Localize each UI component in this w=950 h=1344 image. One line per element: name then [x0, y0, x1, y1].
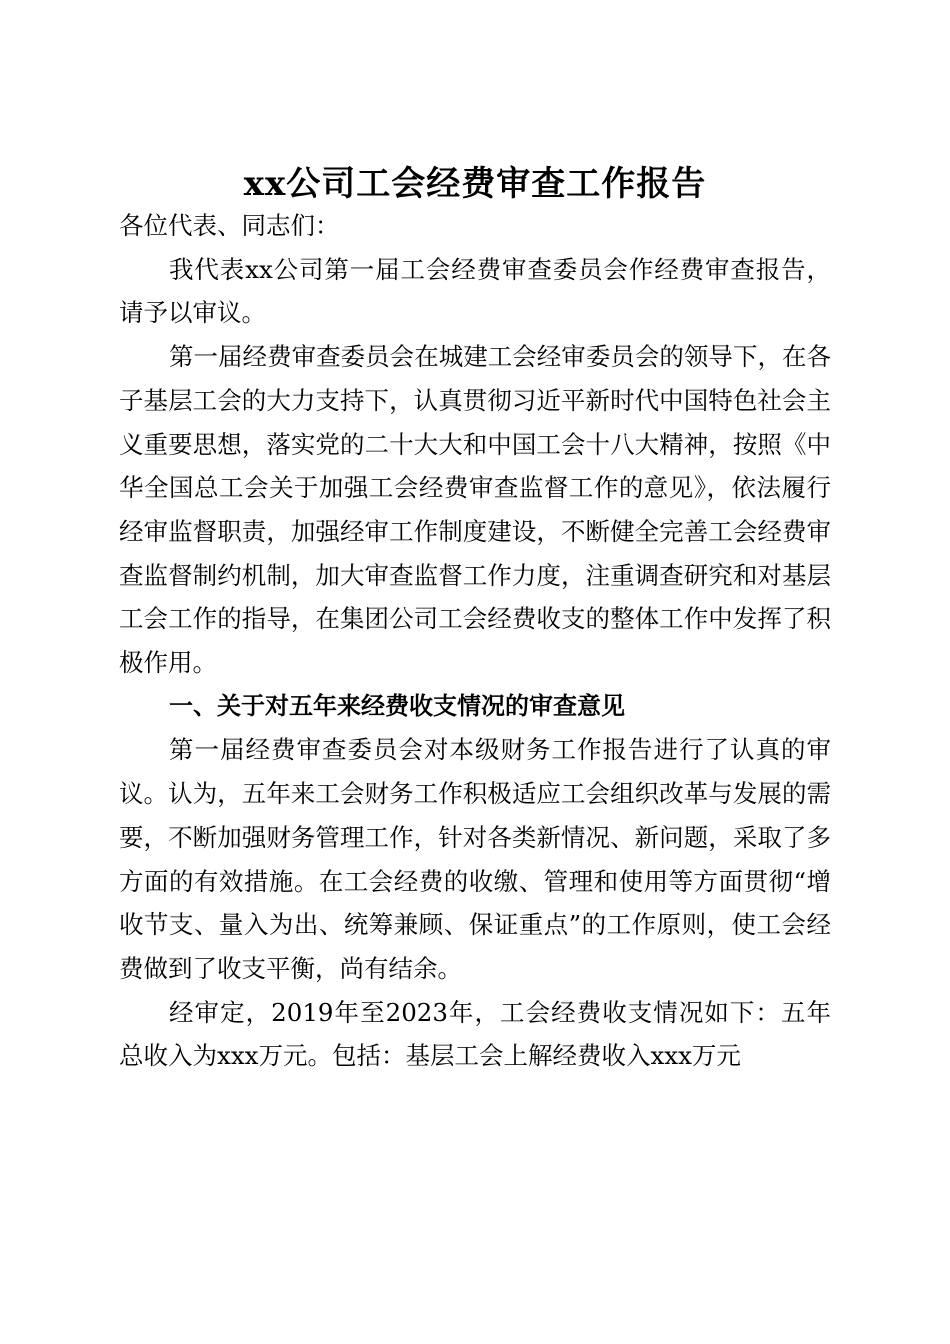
document-body [119, 204, 831, 1078]
paragraph-overview: 第一届经费审查委员会在城建工会经审委员会的领导下，在各子基层工会的大力支持下，认真贯彻习近平新时代中国特色社会主义重要思想，落实党的二十大大和中国工会十八大精神，按照《中华全国总工会关于加强工会经费审查监督工作的意见》，依法履行经审监督职责，加强经审工作制度建设，不断健全完善工会经费审查监督制约机制，加大审查监督工作力度，注重调查研究和对基层工会工作的指导，在集团公司工会经费收支的整体工作中发挥了积极作用。 [119, 342, 831, 678]
document-title: xx公司工会经费审查工作报告 [243, 163, 707, 204]
paragraph-intro: 我代表xx公司第一届工会经费审查委员会作经费审查报告，请予以审议。 [119, 254, 831, 328]
paragraph-income: 经审定，2019年至2023年，工会经费收支情况如下：五年总收入为xxx万元。包括：基层工会上解经费收入xxx万元 [119, 997, 831, 1071]
paragraph-review: 第一届经费审查委员会对本级财务工作报告进行了认真的审议。认为，五年来工会财务工作积极适应工会组织改革与发展的需要，不断加强财务管理工作，针对各类新情况、新问题，采取了多方面的有效措施。在工会经费的收缴、管理和使用等方面贯彻“增收节支、量入为出、统筹兼顾、保证重点”的工作原则，使工会经费做到了收支平衡，尚有结余。 [119, 735, 831, 983]
salutation: 各位代表、同志们： [119, 211, 340, 240]
section-heading: 一、关于对五年来经费收支情况的审查意见 [169, 691, 625, 720]
